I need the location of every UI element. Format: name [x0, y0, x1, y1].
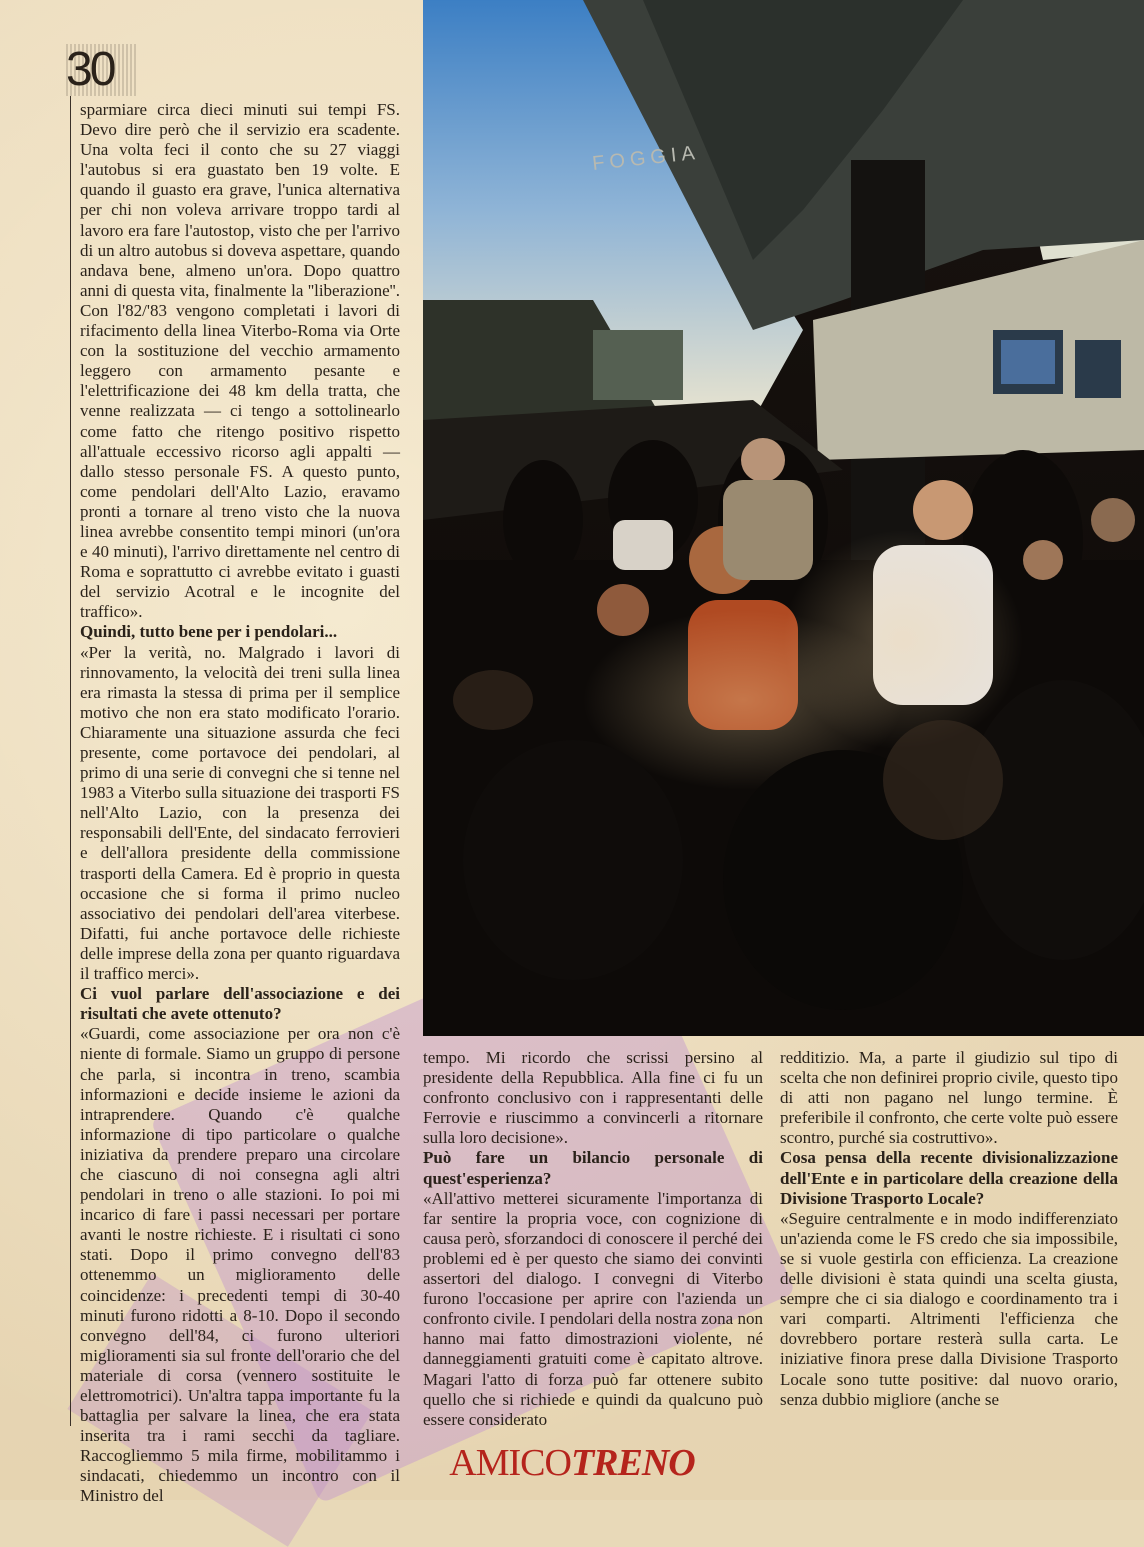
text-column-1 [80, 100, 400, 1507]
masthead-part-2: TRENO [570, 1442, 695, 1484]
interview-question: Cosa pensa della recente divisionalizzazione dell'Ente e in particolare della creazione della Divisione Trasporto Locale? [780, 1148, 1118, 1208]
body-paragraph: tempo. Mi ricordo che scrissi persino al presidente della Repubblica. Alla fine ci fu un confronto conclusivo con i rappresentanti delle Ferrovie e riuscimmo a convincerli a ritornare sulla loro decisione». [423, 1048, 763, 1148]
column-rule [70, 96, 71, 1426]
interview-question: Ci vuol parlare dell'associazione e dei risultati che avete ottenuto? [80, 984, 400, 1024]
text-column-2 [423, 1048, 763, 1430]
body-paragraph: «Per la verità, no. Malgrado i lavori di rinnovamento, la velocità dei treni sulla linea era rimasta la stessa di prima per il semplice motivo che non era stato modificato l'orario. Chiaramente una situazione assurda che feci presente, come portavoce dei pendolari, al primo di una serie di convegni che si tenne nel 1983 a Viterbo sulla situazione dei trasporti FS nell'Alto Lazio, con la presenza dei responsabili dell'Ente, del sindacato ferrovieri e dell'allora presidente della commissione trasporti della Camera. Ed è proprio in questa occasione che si forma il primo nucleo associativo dei pendolari dell'area viterbese. Difatti, fui anche portavoce delle richieste delle imprese della zona per quanto riguardava il traffico merci». [80, 642, 400, 984]
body-paragraph: sparmiare circa dieci minuti sui tempi FS. Devo dire però che il servizio era scadente. Una volta feci il conto che su 27 viaggi l'autobus si era guastato ben 19 volte. E quando il guasto era grave, l'unica alternativa per chi non voleva arrivare troppo tardi al lavoro era fare l'autostop, visto che per l'arrivo di un altro autobus si doveva aspettare, quando andava bene, almeno un'ora. Dopo quattro anni di questa vita, finalmente la ''liberazione''. Con l'82/'83 vengono completati i lavori di rifacimento della linea Viterbo-Roma via Orte con la sostituzione del vecchio armamento leggero con armamento pesante e l'elettrificazione dei 48 km della tratta, che venne realizzata — ci tengo a sottolinearlo come fatto che ritengo positivo rispetto all'attuale eccessivo ricorso agli appalti — dallo stesso personale FS. A questo punto, come pendolari dell'Alto Lazio, eravamo pronti a tornare al treno visto che la nuova linea avrebbe consentito tempi minori (un'ora e 40 minuti), l'arrivo direttamente nel centro di Roma e soprattutto ci avrebbe evitato i guasti del servizio Acotral e le incognite del traffico». [80, 100, 400, 622]
interview-question: Quindi, tutto bene per i pendolari... [80, 622, 338, 642]
body-paragraph: «All'attivo metterei sicuramente l'importanza di far sentire la propria voce, con cognizione di causa però, sforzandoci di conoscere il perché dei problemi ed è per questo che siamo dei convinti assertori del dialogo. I convegni di Viterbo furono l'occasione per aprire con l'azienda un confronto civile. I pendolari della nostra zona non hanno mai fatto dimostrazioni violente, né danneggiamenti gratuiti come è capitato altrove. Magari l'atto di forza può far ottenere subito quello che si richiede e quindi da qualcuno può essere considerato [423, 1188, 763, 1429]
station-sign: FOGGIA [591, 141, 701, 175]
text-column-3 [780, 1048, 1118, 1410]
station-crowd-photo [423, 0, 1144, 1036]
interview-question: Può fare un bilancio personale di quest'esperienza? [423, 1148, 763, 1188]
body-paragraph: «Seguire centralmente e in modo indifferenziato un'azienda come le FS credo che sia impossibile, se si vuole gestirla con efficienza. La creazione delle divisioni è stata quindi una scelta giusta, sempre che ci sia dialogo e coordinamento tra i vari comparti. Altrimenti l'efficienza che dovrebbero portare resterà sulla carta. Le iniziative finora prese dalla Divisione Trasporto Locale sono tutte positive: dal nuovo orario, senza dubbio migliore (anche se [780, 1208, 1118, 1409]
magazine-masthead [0, 1440, 1144, 1486]
page-number: 30 [66, 44, 136, 96]
body-paragraph: «Guardi, come associazione per ora non c'è niente di formale. Siamo un gruppo di persone che parla, si incontra in treno, scambia informazioni e decide insieme le azioni da intraprendere. Quando c'è qualche informazione di tipo particolare o qualche iniziativa da prendere preparo una circolare che ciascuno di noi consegna agli altri pendolari in treno o alle stazioni. Io poi mi incarico di fare i passi necessari per portare avanti le nostre richieste. E i risultati ci sono stati. Dopo il primo convegno dell'83 ottenemmo un miglioramento delle coincidenze: i precedenti tempi di 30-40 minuti furono ridotti a 8-10. Dopo il secondo convegno dell'84, ci furono ulteriori miglioramenti sia sul fronte dell'orario che del materiale di corsa (vennero sostituite le elettromotrici). Un'altra tappa importante fu la battaglia per salvare la linea, che era stata inserita tra i rami secchi da tagliare. Raccogliemmo 5 mila firme, mobilitammo i sindacati, chiedemmo un incontro con il Ministro del [80, 1024, 400, 1506]
masthead-part-1: AMICO [449, 1442, 571, 1484]
body-paragraph: redditizio. Ma, a parte il giudizio sul tipo di scelta che non definirei proprio civile, questo tipo di atti non pagano nel lungo termine. È preferibile il confronto, che certe volte può essere scontro, purché sia costruttivo». [780, 1048, 1119, 1148]
